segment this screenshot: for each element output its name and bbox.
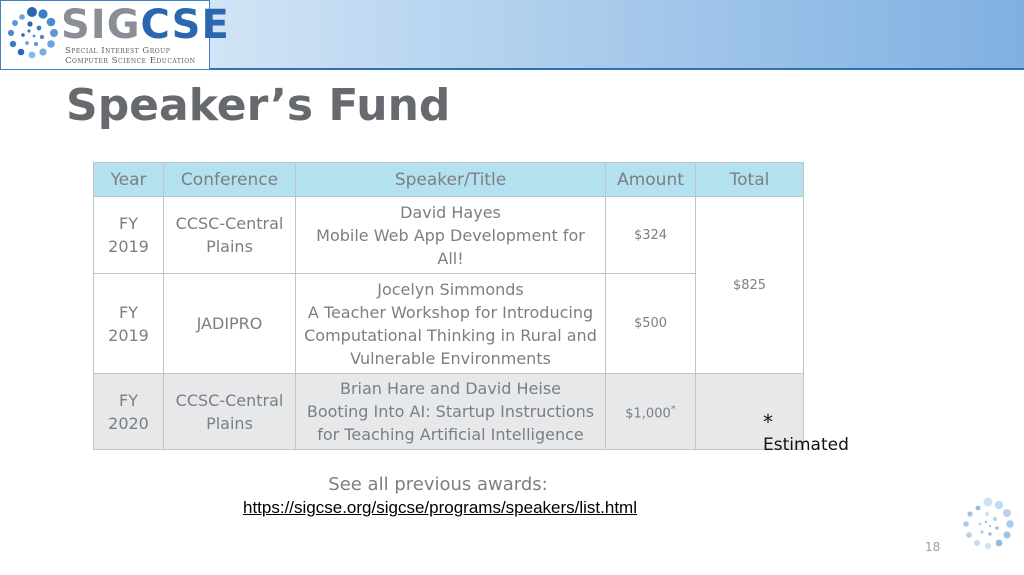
speaker-title-cell bbox=[296, 274, 606, 374]
conference-cell: JADIPRO bbox=[164, 274, 296, 374]
talk-title: Mobile Web App Development for All! bbox=[316, 225, 585, 268]
spiral-watermark-icon bbox=[960, 496, 1016, 552]
header-conference: Conference bbox=[164, 163, 296, 197]
speaker-title-cell bbox=[296, 374, 606, 450]
spiral-logo-icon bbox=[5, 4, 59, 66]
amount-cell bbox=[606, 374, 696, 450]
slide-number: 18 bbox=[925, 540, 941, 554]
speakers-fund-table bbox=[93, 162, 804, 450]
speaker-name: Brian Hare and David Heise bbox=[340, 379, 561, 398]
logo-cse: CSE bbox=[140, 2, 230, 48]
table-row bbox=[94, 197, 804, 274]
year-cell: FY 2019 bbox=[94, 197, 164, 274]
see-all-awards-label: See all previous awards: bbox=[328, 474, 548, 495]
speaker-name: David Hayes bbox=[400, 202, 501, 222]
logo-subtitle-line1: Special Interest Group bbox=[65, 46, 171, 56]
conference-cell: CCSC-Central Plains bbox=[164, 197, 296, 274]
table-row bbox=[94, 374, 804, 450]
logo-subtitle bbox=[65, 46, 210, 66]
sigcse-logo bbox=[0, 0, 230, 70]
header-amount: Amount bbox=[606, 163, 696, 197]
year-cell: FY 2019 bbox=[94, 274, 164, 374]
amount-value: $1,000 bbox=[625, 406, 671, 422]
speaker-name: Jocelyn Simmonds bbox=[377, 279, 524, 299]
amount-cell: $324 bbox=[606, 197, 696, 274]
logo-wordmark bbox=[61, 3, 230, 47]
header-total: Total bbox=[696, 163, 804, 197]
logo-subtitle-line2: Computer Science Education bbox=[65, 56, 196, 66]
logo-sig: SIG bbox=[61, 2, 141, 48]
speaker-title-cell bbox=[296, 197, 606, 274]
total-cell: $825 bbox=[696, 197, 804, 374]
estimate-asterisk: * bbox=[670, 403, 676, 415]
note-text: Estimated bbox=[763, 435, 849, 455]
estimated-note bbox=[763, 411, 849, 457]
year-cell: FY 2020 bbox=[94, 374, 164, 450]
header-banner bbox=[0, 0, 1024, 70]
table-header-row bbox=[94, 163, 804, 197]
note-asterisk: * bbox=[763, 410, 773, 434]
header-year: Year bbox=[94, 163, 164, 197]
talk-title: A Teacher Workshop for Introducing Computational Thinking in Rural and Vulnerable Environments bbox=[304, 302, 597, 368]
talk-title: Booting Into AI: Startup Instructions for Teaching Artificial Intelligence bbox=[306, 402, 595, 444]
amount-cell: $500 bbox=[606, 274, 696, 374]
conference-cell: CCSC-Central Plains bbox=[164, 374, 296, 450]
page-title: Speaker’s Fund bbox=[66, 80, 451, 131]
previous-awards-link[interactable]: https://sigcse.org/sigcse/programs/speakers/list.html bbox=[243, 498, 637, 517]
header-speaker-title: Speaker/Title bbox=[296, 163, 606, 197]
